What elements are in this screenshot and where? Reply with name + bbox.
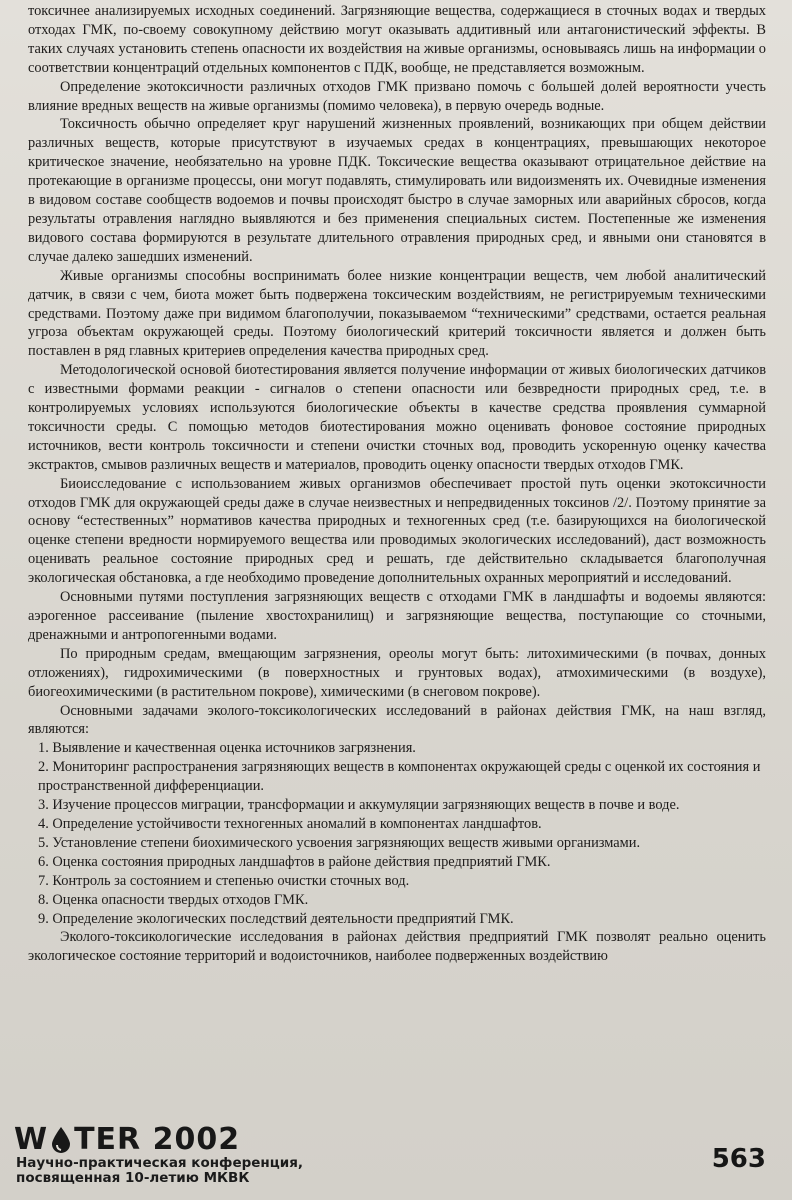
list-item: 6. Оценка состояния природных ландшафтов в районе действия предприятий ГМК. bbox=[38, 853, 551, 870]
water-2002-logo bbox=[14, 1124, 240, 1156]
list-item: 3. Изучение процессов миграции, трансформации и аккумуляции загрязняющих веществ в почве и воде. bbox=[38, 797, 680, 814]
logo-letter-w: W bbox=[14, 1122, 49, 1157]
list-item: 8. Оценка опасности твердых отходов ГМК. bbox=[38, 891, 309, 908]
list-item: 2. Мониторинг распространения загрязняющих веществ в компонентах окружающей среды с оценкой их состояния и пространственной дифференциации. bbox=[38, 759, 761, 795]
body-text bbox=[28, 2, 766, 966]
water-drop-icon bbox=[49, 1126, 73, 1154]
closing-paragraph: Эколого-токсикологические исследования в районах действия предприятий ГМК позволят реально оценить экологическое состояние территорий и водоисточников, наиболее подверженных воздействию bbox=[28, 929, 766, 965]
paragraph: Определение экотоксичности различных отходов ГМК призвано помочь с большей долей вероятности учесть влияние вредных веществ на живые организмы (помимо человека), в первую очередь водные. bbox=[28, 78, 766, 114]
list-item: 7. Контроль за состоянием и степенью очистки сточных вод. bbox=[38, 872, 410, 889]
list-item: 5. Установление степени биохимического усвоения загрязняющих веществ живыми организмами. bbox=[38, 834, 641, 851]
paragraph: По природным средам, вмещающим загрязнения, ореолы могут быть: литохимическими (в почвах, донных отложениях), гидрохимическими (в поверхностных и грунтовых водах), атмохимическими (в воздухе), биогеохимическими (в растительном покрове), химическими (в снеговом покрове). bbox=[28, 645, 766, 700]
conference-caption bbox=[16, 1156, 303, 1186]
page-footer bbox=[14, 1124, 774, 1194]
tasks-list bbox=[28, 739, 766, 928]
list-item: 1. Выявление и качественная оценка источников загрязнения. bbox=[38, 740, 416, 757]
logo-text: TER 2002 bbox=[74, 1122, 241, 1157]
paragraph: Токсичность обычно определяет круг нарушений жизненных проявлений, возникающих при общем действии различных веществ, которые присутствуют в изучаемых средах в концентрациях, превышающих некоторое критическое значение, необязательно на уровне ПДК. Токсические вещества оказывают отрицательное действие на протекающие в организме процессы, они могут подавлять, стимулировать или видоизменять их. Очевидные изменения в видовом составе сообществ водоемов и почвы происходят быстро в случае заморных или аварийных сбросов, когда результаты отравления наглядно выявляются и без применения специальных систем. Постепенные же изменения видового состава формируются в результате длительного отравления природных сред, и явными они становятся в случае далеко зашедших изменений. bbox=[28, 116, 766, 265]
paragraph: токсичнее анализируемых исходных соединений. Загрязняющие вещества, содержащиеся в сточных водах и твердых отходах ГМК, по-своему совокупному действию могут оказывать аддитивный или антагонистический эффекты. В таких случаях установить степень опасности их воздействия на живые организмы, основываясь лишь на информации о соответствии концентраций отдельных компонентов с ПДК, вообще, не представляется возможным. bbox=[28, 3, 766, 76]
paragraph: Основными путями поступления загрязняющих веществ с отходами ГМК в ландшафты и водоемы являются: аэрогенное рассеивание (пыление хвостохранилищ) и загрязняющие вещества, поступающие со сточными, дренажными и антропогенными водами. bbox=[28, 589, 766, 643]
paragraph: Основными задачами эколого-токсикологических исследований в районах действия ГМК, на наш взгляд, являются: bbox=[28, 702, 766, 738]
conference-line-2: посвященная 10-летию МКВК bbox=[16, 1170, 250, 1186]
conference-line-1: Научно-практическая конференция, bbox=[16, 1155, 304, 1171]
paragraph: Методологической основой биотестирования является получение информации от живых биологических датчиков с известными формами реакции - сигналов о степени опасности или безвредности природных сред, т.е. в контролируемых условиях используются биологические объекты в качестве средства проявления суммарной токсичности среды. С помощью методов биотестирования можно оценивать фоновое состояние природных источников, вести контроль токсичности и степени очистки сточных вод, проводить ускоренную оценку качества экстрактов, смывов различных веществ и материалов, проводить оценку опасности твердых отходов ГМК. bbox=[28, 362, 766, 473]
list-item: 9. Определение экологических последствий деятельности предприятий ГМК. bbox=[38, 910, 514, 927]
page-number: 563 bbox=[711, 1144, 766, 1174]
paragraph: Живые организмы способны воспринимать более низкие концентрации веществ, чем любой аналитический датчик, в связи с чем, биота может быть подвержена токсическим воздействиям, не регистрируемым техническими средствами. Поэтому даже при видимом благополучии, показываемом “техническими” средствами, остается реальная угроза объектам окружающей среды. Поэтому биологический критерий токсичности является и должен быть поставлен в ряд главных критериев определения качества природных сред. bbox=[28, 267, 766, 360]
list-item: 4. Определение устойчивости техногенных аномалий в компонентах ландшафтов. bbox=[38, 815, 542, 832]
paragraph: Биоисследование с использованием живых организмов обеспечивает простой путь оценки экотоксичности отходов ГМК для окружающей среды даже в случае неизвестных и непредвиденных токсинов /2/. Поэтому принятие за основу “естественных” нормативов качества природных и техногенных сред (т.е. базирующихся на биологической оценке степени вредности нормируемого вещества или проводимых экологических исследований), даст возможность оценивать реальное состояние природных сред и решать, где действительно складывается благополучная экологическая обстановка, а где необходимо проведение дополнительных охранных мероприятий и исследований. bbox=[28, 475, 766, 587]
